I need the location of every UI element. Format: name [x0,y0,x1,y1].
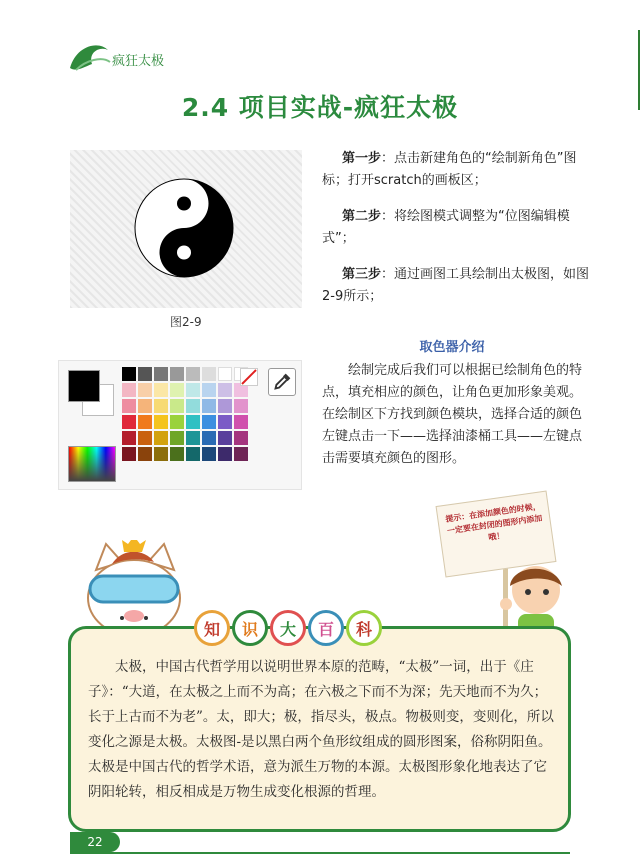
color-grid[interactable] [122,367,248,461]
badge-char: 科 [346,610,382,646]
color-swatch[interactable] [234,447,248,461]
step-item [322,264,597,308]
color-swatch[interactable] [218,415,232,429]
color-swatch[interactable] [122,447,136,461]
step-label: 第二步 [342,209,382,224]
figure-caption: 图2-9 [170,315,202,329]
footer-line [70,852,570,854]
color-gradient-picker[interactable] [68,446,116,482]
primary-color-swatch[interactable] [68,370,100,402]
color-swatch[interactable] [154,447,168,461]
step-item [322,148,597,192]
color-swatch[interactable] [202,415,216,429]
color-swatch[interactable] [138,415,152,429]
color-swatch[interactable] [170,431,184,445]
color-swatch[interactable] [186,415,200,429]
badge-char: 百 [308,610,344,646]
badge-char: 识 [232,610,268,646]
step-label: 第一步 [342,151,382,166]
color-swatch[interactable] [170,415,184,429]
steps-list [322,148,597,322]
badge-char: 大 [270,610,306,646]
header-brand: 疯狂太极 [112,54,165,69]
no-color-slash-icon[interactable] [240,368,258,386]
step-text: ：将绘图模式调整为“位图编辑模式”； [322,209,570,246]
step-label: 第三步 [342,267,382,282]
color-swatch[interactable] [186,447,200,461]
color-swatch[interactable] [122,415,136,429]
color-swatch[interactable] [202,367,216,381]
color-swatch[interactable] [234,431,248,445]
color-swatch[interactable] [154,367,168,381]
color-swatch[interactable] [138,399,152,413]
color-swatch[interactable] [122,383,136,397]
encyclopedia-text: 太极，中国古代哲学用以说明世界本原的范畴，“太极”一词，出于《庄子》：“大道，在太极之上而不为高；在六极之下而不为深；先天地而不为久；长于上古而不为老”。太，即大；极，指尽头，极点。物极则变，变则化，所以变化之源是太极。太极图-是以黑白两个鱼形纹组成的圆形图案，俗称阴阳鱼。太极是中国古代的哲学术语，意为派生万物的本源。太极图形象化地表达了它阴阳轮转，相反相成是万物生成变化根源的哲理。 [88,659,554,800]
color-swatch[interactable] [122,431,136,445]
color-swatch[interactable] [234,399,248,413]
color-swatch[interactable] [218,431,232,445]
color-swatch[interactable] [218,399,232,413]
color-swatch[interactable] [138,447,152,461]
step-text: ：通过画图工具绘制出太极图，如图2-9所示； [322,267,590,304]
badge-char: 知 [194,610,230,646]
color-swatch[interactable] [154,415,168,429]
color-swatch[interactable] [122,367,136,381]
taiji-icon [134,178,234,278]
color-swatch[interactable] [154,383,168,397]
step-item [322,206,597,250]
color-swatch[interactable] [138,383,152,397]
color-swatch[interactable] [154,399,168,413]
color-picker-heading: 取色器介绍 [419,340,485,355]
cat-mascot-icon [82,540,186,640]
color-picker-paragraph: 绘制完成后我们可以根据已绘制角色的特点，填充相应的颜色，让角色更加形象美观。在绘制区下方找到颜色模块，选择合适的颜色左键点击一下——选择油漆桶工具——左键点击需要填充颜色的图形。 [322,363,583,466]
color-swatch[interactable] [186,431,200,445]
color-swatch[interactable] [186,399,200,413]
step-text: ：点击新建角色的“绘制新角色”图标；打开scratch的画板区； [322,151,577,188]
color-swatch[interactable] [186,383,200,397]
color-swatch[interactable] [138,367,152,381]
color-swatch[interactable] [186,367,200,381]
encyclopedia-badges [194,610,382,646]
color-swatch[interactable] [234,415,248,429]
color-swatch[interactable] [202,447,216,461]
color-swatch[interactable] [170,383,184,397]
color-swatch[interactable] [218,447,232,461]
color-swatch[interactable] [170,367,184,381]
page-number: 22 [70,832,120,852]
page-title: 2.4 项目实战-疯狂太极 [181,93,459,122]
eyedropper-icon[interactable] [268,368,296,396]
tip-sign: 提示：在添加颜色的时候，一定要在封闭的图形内添加哦！ [436,491,557,578]
color-swatch[interactable] [138,431,152,445]
color-swatch[interactable] [170,447,184,461]
color-swatch[interactable] [218,383,232,397]
color-swatch[interactable] [202,431,216,445]
color-swatch[interactable] [170,399,184,413]
color-swatch[interactable] [202,383,216,397]
color-swatch[interactable] [122,399,136,413]
color-swatch[interactable] [154,431,168,445]
color-swatch[interactable] [218,367,232,381]
color-swatch[interactable] [202,399,216,413]
